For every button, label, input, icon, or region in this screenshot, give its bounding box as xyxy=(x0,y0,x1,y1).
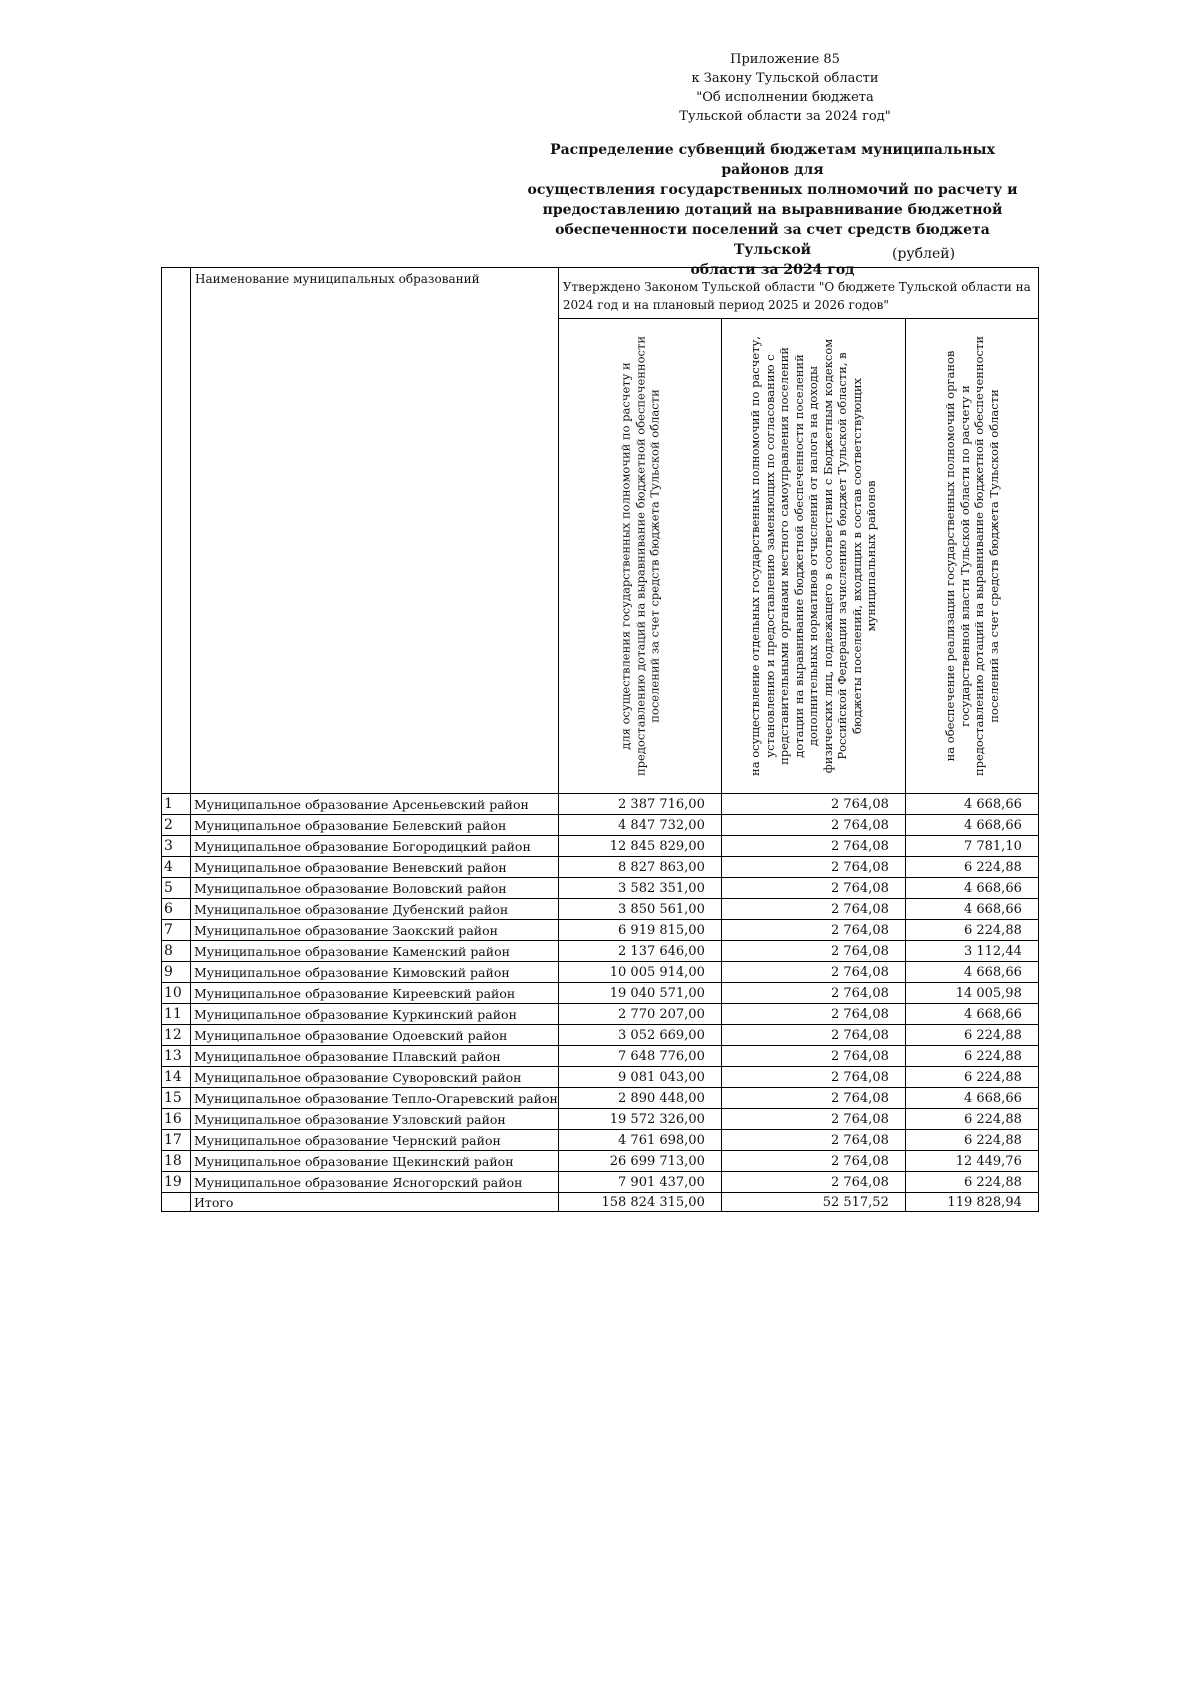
row-value-3: 4 668,66 xyxy=(905,1088,1038,1109)
appendix-line-2: к Закону Тульской области xyxy=(691,71,879,86)
row-number: 7 xyxy=(162,920,191,941)
row-value-3: 6 224,88 xyxy=(905,1130,1038,1151)
row-value-2: 2 764,08 xyxy=(721,836,905,857)
row-value-1: 2 890 448,00 xyxy=(558,1088,721,1109)
row-number: 11 xyxy=(162,1004,191,1025)
row-value-3: 7 781,10 xyxy=(905,836,1038,857)
row-value-1: 2 137 646,00 xyxy=(558,941,721,962)
row-value-2: 2 764,08 xyxy=(721,1109,905,1130)
row-name: Муниципальное образование Арсеньевский район xyxy=(191,794,559,815)
row-value-2: 2 764,08 xyxy=(721,1130,905,1151)
row-value-1: 26 699 713,00 xyxy=(558,1151,721,1172)
row-value-2: 2 764,08 xyxy=(721,878,905,899)
row-number: 4 xyxy=(162,857,191,878)
appendix-line-1: Приложение 85 xyxy=(730,52,840,67)
row-value-1: 7 901 437,00 xyxy=(558,1172,721,1193)
row-value-1: 8 827 863,00 xyxy=(558,857,721,878)
table-row xyxy=(162,1130,1039,1151)
row-name: Муниципальное образование Ясногорский район xyxy=(191,1172,559,1193)
row-value-3: 3 112,44 xyxy=(905,941,1038,962)
row-value-3: 6 224,88 xyxy=(905,1109,1038,1130)
table-row xyxy=(162,857,1039,878)
row-value-1: 19 572 326,00 xyxy=(558,1109,721,1130)
total-label: Итого xyxy=(191,1193,559,1212)
header-name: Наименование муниципальных образований xyxy=(191,268,559,794)
row-name: Муниципальное образование Узловский район xyxy=(191,1109,559,1130)
row-number: 18 xyxy=(162,1151,191,1172)
row-number: 1 xyxy=(162,794,191,815)
title-line-5: области за 2024 год xyxy=(690,262,855,278)
table-row xyxy=(162,1046,1039,1067)
row-value-1: 2 387 716,00 xyxy=(558,794,721,815)
row-value-3: 6 224,88 xyxy=(905,1067,1038,1088)
row-value-2: 2 764,08 xyxy=(721,1088,905,1109)
appendix-header xyxy=(590,50,980,126)
row-value-2: 2 764,08 xyxy=(721,962,905,983)
appendix-line-3: "Об исполнении бюджета xyxy=(696,90,874,105)
row-number: 19 xyxy=(162,1172,191,1193)
row-value-2: 2 764,08 xyxy=(721,1025,905,1046)
row-number: 6 xyxy=(162,899,191,920)
units-label: (рублей) xyxy=(892,246,956,262)
total-number-cell xyxy=(162,1193,191,1212)
row-number: 12 xyxy=(162,1025,191,1046)
row-value-3: 12 449,76 xyxy=(905,1151,1038,1172)
row-value-3: 6 224,88 xyxy=(905,1025,1038,1046)
row-value-1: 10 005 914,00 xyxy=(558,962,721,983)
row-value-1: 9 081 043,00 xyxy=(558,1067,721,1088)
header-col-3 xyxy=(905,319,1038,794)
row-value-2: 2 764,08 xyxy=(721,857,905,878)
row-name: Муниципальное образование Плавский район xyxy=(191,1046,559,1067)
row-value-1: 19 040 571,00 xyxy=(558,983,721,1004)
table-row xyxy=(162,941,1039,962)
title-line-4: обеспеченности поселений за счет средств бюджета Тульской xyxy=(555,222,990,258)
row-value-2: 2 764,08 xyxy=(721,983,905,1004)
table-row xyxy=(162,815,1039,836)
title-line-3: предоставлению дотаций на выравнивание бюджетной xyxy=(542,202,1003,218)
table-body xyxy=(162,794,1039,1212)
row-value-3: 4 668,66 xyxy=(905,899,1038,920)
row-name: Муниципальное образование Богородицкий район xyxy=(191,836,559,857)
table-row xyxy=(162,983,1039,1004)
table-row xyxy=(162,878,1039,899)
header-number-cell xyxy=(162,268,191,794)
row-number: 8 xyxy=(162,941,191,962)
row-name: Муниципальное образование Каменский район xyxy=(191,941,559,962)
row-value-1: 12 845 829,00 xyxy=(558,836,721,857)
table-row xyxy=(162,1151,1039,1172)
table-row xyxy=(162,1025,1039,1046)
row-value-2: 2 764,08 xyxy=(721,1172,905,1193)
row-name: Муниципальное образование Киреевский район xyxy=(191,983,559,1004)
row-value-2: 2 764,08 xyxy=(721,899,905,920)
appendix-line-4: Тульской области за 2024 год" xyxy=(679,109,891,124)
row-name: Муниципальное образование Веневский район xyxy=(191,857,559,878)
total-value-1: 158 824 315,00 xyxy=(558,1193,721,1212)
row-value-2: 2 764,08 xyxy=(721,1004,905,1025)
title-line-1: Распределение субвенций бюджетам муниципальных районов для xyxy=(550,142,995,178)
row-number: 17 xyxy=(162,1130,191,1151)
table-row xyxy=(162,1088,1039,1109)
table-row xyxy=(162,920,1039,941)
row-number: 15 xyxy=(162,1088,191,1109)
row-number: 2 xyxy=(162,815,191,836)
row-value-3: 6 224,88 xyxy=(905,920,1038,941)
total-value-2: 52 517,52 xyxy=(721,1193,905,1212)
row-name: Муниципальное образование Чернский район xyxy=(191,1130,559,1151)
table-row xyxy=(162,794,1039,815)
row-value-1: 4 847 732,00 xyxy=(558,815,721,836)
table-row xyxy=(162,962,1039,983)
row-value-3: 14 005,98 xyxy=(905,983,1038,1004)
row-value-2: 2 764,08 xyxy=(721,1046,905,1067)
total-row xyxy=(162,1193,1039,1212)
row-value-2: 2 764,08 xyxy=(721,815,905,836)
table-row xyxy=(162,836,1039,857)
row-value-3: 4 668,66 xyxy=(905,878,1038,899)
row-value-1: 3 850 561,00 xyxy=(558,899,721,920)
row-value-1: 7 648 776,00 xyxy=(558,1046,721,1067)
row-name: Муниципальное образование Куркинский район xyxy=(191,1004,559,1025)
table-row xyxy=(162,1067,1039,1088)
row-number: 9 xyxy=(162,962,191,983)
row-value-1: 3 582 351,00 xyxy=(558,878,721,899)
row-value-1: 3 052 669,00 xyxy=(558,1025,721,1046)
row-name: Муниципальное образование Тепло-Огаревский район xyxy=(191,1088,559,1109)
table-row xyxy=(162,1004,1039,1025)
row-value-3: 4 668,66 xyxy=(905,962,1038,983)
row-number: 13 xyxy=(162,1046,191,1067)
row-name: Муниципальное образование Дубенский район xyxy=(191,899,559,920)
row-value-1: 4 761 698,00 xyxy=(558,1130,721,1151)
row-name: Муниципальное образование Щекинский район xyxy=(191,1151,559,1172)
title-line-2: осуществления государственных полномочий по расчету и xyxy=(527,182,1018,198)
table-row xyxy=(162,899,1039,920)
total-value-3: 119 828,94 xyxy=(905,1193,1038,1212)
header-col-3-text: на обеспечение реализации государственных полномочий органов государственной власти Тульской области по расчету и предоставлению дотаций на выравнивание бюджетной обеспеченности поселений за счет средств бюджета Тульской области xyxy=(942,336,1001,776)
row-value-2: 2 764,08 xyxy=(721,920,905,941)
header-col-2-text: на осуществление отдельных государственных полномочий по расчету, установлению и предоставлению заменяющих по согласованию с представительными органами местного самоуправления поселений дотации на выравнивание бюджетной обеспеченности поселений дополнительных нормативов отчислений от налога на доходы физических лиц, подлежащего в соответствии с Бюджетным кодексом Российской Федерации зачислению в бюджет Тульской области, в бюджеты поселений, входящих в состав соответствующих муниципальных районов xyxy=(748,336,879,776)
row-number: 10 xyxy=(162,983,191,1004)
table-row xyxy=(162,1109,1039,1130)
row-name: Муниципальное образование Воловский район xyxy=(191,878,559,899)
row-name: Муниципальное образование Одоевский район xyxy=(191,1025,559,1046)
row-value-1: 2 770 207,00 xyxy=(558,1004,721,1025)
header-col-2 xyxy=(721,319,905,794)
row-value-2: 2 764,08 xyxy=(721,941,905,962)
row-number: 3 xyxy=(162,836,191,857)
row-name: Муниципальное образование Суворовский район xyxy=(191,1067,559,1088)
subventions-table xyxy=(161,267,1039,1212)
header-col-1 xyxy=(558,319,721,794)
row-value-2: 2 764,08 xyxy=(721,794,905,815)
row-value-3: 6 224,88 xyxy=(905,857,1038,878)
row-value-3: 4 668,66 xyxy=(905,815,1038,836)
row-value-1: 6 919 815,00 xyxy=(558,920,721,941)
header-col-1-text: для осуществления государственных полномочий по расчету и предоставлению дотаций на выравнивание бюджетной обеспеченности поселений за счет средств бюджета Тульской области xyxy=(618,336,662,776)
row-value-2: 2 764,08 xyxy=(721,1067,905,1088)
row-number: 5 xyxy=(162,878,191,899)
row-name: Муниципальное образование Кимовский район xyxy=(191,962,559,983)
row-name: Муниципальное образование Заокский район xyxy=(191,920,559,941)
header-group: Утверждено Законом Тульской области "О бюджете Тульской области на 2024 год и на плановый период 2025 и 2026 годов" xyxy=(558,268,1038,319)
row-number: 16 xyxy=(162,1109,191,1130)
table-row xyxy=(162,1172,1039,1193)
row-value-3: 6 224,88 xyxy=(905,1172,1038,1193)
row-value-3: 4 668,66 xyxy=(905,1004,1038,1025)
row-name: Муниципальное образование Белевский район xyxy=(191,815,559,836)
row-value-2: 2 764,08 xyxy=(721,1151,905,1172)
row-value-3: 4 668,66 xyxy=(905,794,1038,815)
row-number: 14 xyxy=(162,1067,191,1088)
row-value-3: 6 224,88 xyxy=(905,1046,1038,1067)
